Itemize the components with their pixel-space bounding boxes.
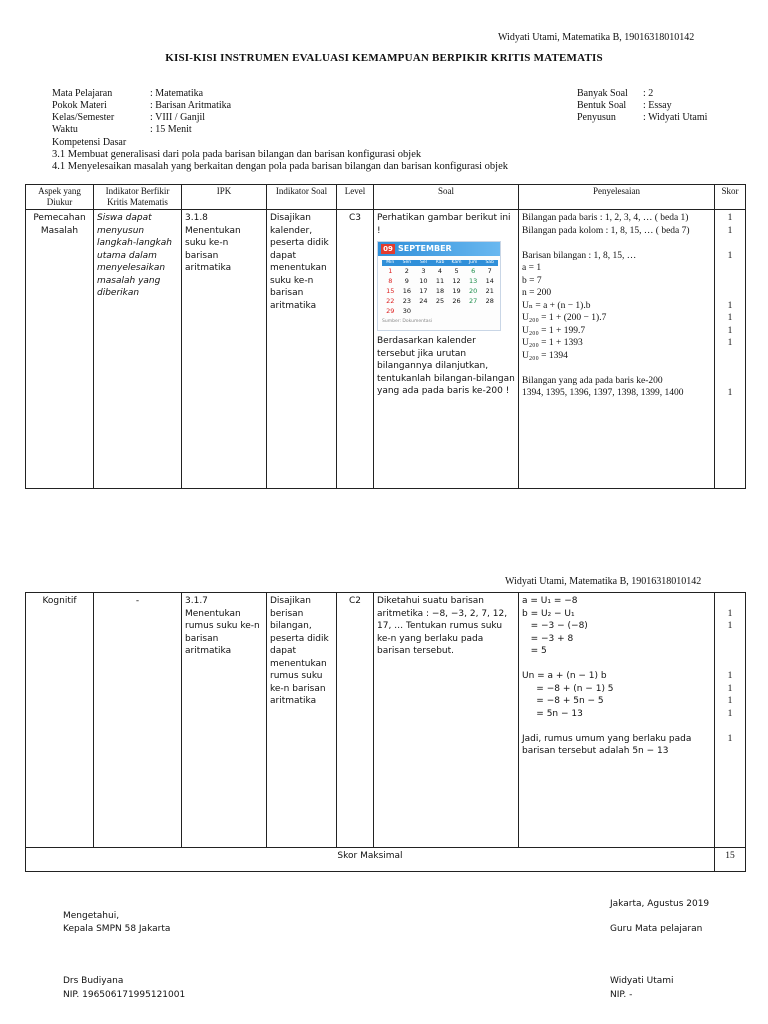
skor-line: 1: [727, 696, 733, 706]
aspek-cell: Kognitif: [26, 593, 94, 848]
calendar-footnote: Sumber: Dokumentasi: [382, 318, 433, 324]
meta-value: : 15 Menit: [150, 124, 192, 135]
penyelesaian-line: U₂₀₀ = 1 + 199.7: [522, 325, 586, 336]
ipk-code: 3.1.8: [185, 213, 208, 223]
penyelesaian-line: a = U₁ = −8: [522, 596, 578, 606]
penyelesaian-cell: [519, 210, 715, 489]
penyelesaian-line: barisan tersebut adalah 5n − 13: [522, 746, 669, 756]
meta-value: : Widyati Utami: [643, 112, 708, 123]
calendar-date: 26: [452, 297, 461, 305]
penyelesaian-line: U₂₀₀ = 1394: [522, 350, 568, 361]
penyelesaian-line: [522, 362, 711, 375]
meta-label: Waktu: [52, 124, 78, 135]
skor-line: 1: [727, 388, 733, 398]
header-skor: Skor: [715, 185, 746, 210]
penyelesaian-lines: [522, 212, 711, 400]
kisi-table-2: [25, 592, 746, 872]
calendar-date: 3: [421, 267, 426, 275]
meta-label: Pokok Materi: [52, 100, 107, 111]
skor-cell: [715, 210, 746, 489]
ipk-code: 3.1.7: [185, 596, 208, 606]
skor-line: 1: [727, 225, 733, 236]
penyelesaian-line: Barisan bilangan : 1, 8, 15, …: [522, 250, 637, 261]
table-row: [26, 593, 746, 848]
calendar-date: 21: [485, 287, 494, 295]
calendar-date: [465, 307, 482, 316]
calendar-date: 20: [468, 287, 478, 295]
penyelesaian-line: n = 200: [522, 288, 552, 298]
penyelesaian-line: Jadi, rumus umum yang berlaku pada: [522, 733, 692, 744]
calendar-day: 09: [381, 244, 395, 254]
calendar-header: [378, 242, 500, 256]
penyelesaian-line: [522, 658, 711, 671]
meta-value: : Essay: [643, 100, 672, 111]
penyelesaian-line: = 5n − 13: [522, 708, 583, 719]
penyelesaian-line: [522, 720, 711, 733]
calendar-date: 16: [402, 287, 411, 295]
meta-label: Bentuk Soal: [577, 100, 627, 111]
kisi-table-1: [25, 184, 746, 489]
meta-value: : Matematika: [150, 88, 204, 99]
calendar-date: 19: [452, 287, 461, 295]
penyelesaian-line: Bilangan pada baris : 1, 2, 3, 4, … ( beda 1): [522, 213, 689, 223]
calendar-date: 29: [386, 307, 395, 315]
ipk-text: Menentukan suku ke-n barisan aritmatika: [185, 225, 241, 273]
header-ipk: IPK: [182, 185, 267, 210]
calendar-date: 10: [419, 277, 428, 285]
indikator-cell: -: [94, 593, 182, 848]
calendar-weekday: Min: [382, 260, 399, 266]
indikator-cell: Siswa dapat menyusun langkah-langkah utama dalam menyelesaikan masalah yang diberikan: [94, 210, 182, 489]
calendar-date: 6: [471, 267, 476, 275]
calendar-date: 25: [435, 297, 445, 305]
meta-value: : Barisan Aritmatika: [150, 100, 232, 111]
level-cell: C3: [337, 210, 374, 489]
calendar-weekday: Sen: [399, 260, 416, 266]
guru-title: Guru Mata pelajaran: [610, 924, 703, 934]
calendar-weekday: Sel: [415, 260, 432, 266]
penyelesaian-line: a = 1: [522, 263, 542, 273]
skor-line: 1: [727, 338, 733, 348]
calendar-date: 1: [388, 267, 393, 275]
calendar-date: 9: [404, 277, 409, 285]
calendar-date: 4: [437, 267, 443, 275]
skor-maksimal-label: Skor Maksimal: [26, 848, 715, 872]
calendar-date: 22: [386, 297, 395, 305]
kd-line: 3.1 Membuat generalisasi dari pola pada barisan bilangan dan barisan konfigurasi objek: [52, 149, 422, 160]
skor-line: 1: [727, 213, 733, 223]
skor-line: [718, 275, 742, 288]
calendar-date: 23: [402, 297, 411, 305]
penyelesaian-line: [522, 237, 711, 250]
soal-cell: [374, 210, 519, 489]
guru-nip: NIP. -: [610, 990, 633, 1000]
skor-line: [718, 287, 742, 300]
skor-maksimal-value: 15: [715, 848, 746, 872]
soal-cell: Diketahui suatu barisan aritmetika : −8, −3, 2, 7, 12, 17, … Tentukan rumus suku ke-n yang berlaku pada barisan tersebut.: [374, 593, 519, 848]
kd-line: 4.1 Menyelesaikan masalah yang berkaitan dengan pola pada barisan bilangan dan barisan konfigurasi objek: [52, 161, 509, 172]
skor-line: [718, 362, 742, 375]
header-aspek: Aspek yang Diukur: [26, 185, 94, 210]
calendar-date: [432, 307, 449, 316]
penyelesaian-line: = −8 + (n − 1) 5: [522, 683, 614, 694]
skor-line: [718, 375, 742, 388]
author-line: Widyati Utami, Matematika B, 19016318010142: [505, 576, 702, 587]
skor-line: 1: [727, 621, 733, 631]
kepala-title: Kepala SMPN 58 Jakarta: [63, 924, 171, 934]
skor-line: [718, 350, 742, 363]
skor-line: [718, 645, 742, 658]
header-soal: Soal: [374, 185, 519, 210]
penyelesaian-line: = −3 + 8: [522, 633, 574, 644]
penyelesaian-line: Un = a + (n − 1) b: [522, 671, 607, 681]
calendar-date: 17: [419, 287, 428, 295]
author-line: Widyati Utami, Matematika B, 19016318010142: [498, 32, 695, 43]
meta-label: Kelas/Semester: [52, 112, 115, 123]
penyelesaian-line: b = U₂ − U₁: [522, 608, 575, 619]
skor-line: [718, 633, 742, 646]
header-indikator: Indikator Berfikir Kritis Matematis: [94, 185, 182, 210]
skor-line: 1: [727, 671, 733, 681]
penyelesaian-line: = 5: [522, 646, 547, 656]
level-cell: C2: [337, 593, 374, 848]
header-indikator-soal: Indikator Soal: [267, 185, 337, 210]
calendar-date: 12: [452, 277, 461, 285]
skor-line: [718, 745, 742, 758]
skor-line: 1: [727, 733, 733, 744]
penyelesaian-line: Bilangan pada kolom : 1, 8, 15, … ( beda 7): [522, 225, 690, 236]
calendar-weekday: Kam: [448, 260, 465, 266]
skor-cell: [715, 593, 746, 848]
calendar-date: 15: [386, 287, 395, 295]
ipk-cell: [182, 210, 267, 489]
kepala-nip: NIP. 196506171995121001: [63, 990, 186, 1000]
penyelesaian-line: Bilangan yang ada pada baris ke-200: [522, 375, 663, 386]
meta-label: Penyusun: [577, 112, 616, 123]
calendar-month: SEPTEMBER: [398, 244, 452, 253]
calendar-date: 2: [404, 267, 409, 275]
calendar-date: 8: [388, 277, 393, 285]
calendar-date: 11: [435, 277, 445, 285]
skor-line: 1: [727, 683, 733, 694]
guru-name: Widyati Utami: [610, 976, 674, 986]
skor-line: 1: [727, 250, 733, 261]
skor-line: [718, 262, 742, 275]
table-row: [26, 210, 746, 489]
indikator-soal-cell: Disajikan kalender, peserta didik dapat menentukan suku ke-n barisan aritmatika: [267, 210, 337, 489]
calendar-weekday: Jum: [465, 260, 482, 266]
skor-line: [718, 237, 742, 250]
calendar-date: 18: [435, 287, 445, 295]
skor-lines: [718, 212, 742, 398]
penyelesaian-line: 1394, 1395, 1396, 1397, 1398, 1399, 1400: [522, 388, 684, 398]
calendar-weekday: Rab: [432, 260, 449, 266]
penyelesaian-cell: [519, 593, 715, 848]
soal-text: Berdasarkan kalender tersebut jika urutan bilangannya dilanjutkan, tentukanlah bilangan-bilangan yang ada pada baris ke-200 !: [377, 336, 515, 396]
skor-lines: [718, 595, 742, 744]
meta-label: Banyak Soal: [577, 88, 628, 99]
skor-line: 1: [727, 313, 733, 323]
skor-line: [718, 658, 742, 671]
header-penyelesaian: Penyelesaian: [519, 185, 715, 210]
penyelesaian-line: U₂₀₀ = 1 + 1393: [522, 338, 583, 348]
calendar-date: 24: [419, 297, 428, 305]
aspek-cell: Pemecahan Masalah: [26, 210, 94, 489]
calendar-date: 5: [454, 267, 459, 275]
mengetahui: Mengetahui,: [63, 911, 120, 921]
calendar-date: [448, 307, 465, 316]
skor-line: 1: [727, 708, 733, 719]
soal-intro: Perhatikan gambar berikut ini !: [377, 213, 511, 236]
calendar-date: 13: [468, 277, 478, 285]
meta-label: Kompetensi Dasar: [52, 137, 127, 148]
skor-line: 1: [727, 325, 733, 336]
calendar-date: 28: [485, 297, 494, 305]
penyelesaian-line: U₂₀₀ = 1 + (200 − 1).7: [522, 313, 607, 323]
ipk-cell: [182, 593, 267, 848]
calendar-date: 14: [485, 277, 494, 285]
penyelesaian-line: = −8 + 5n − 5: [522, 696, 604, 706]
meta-value: : VIII / Ganjil: [150, 112, 206, 123]
skor-line: 1: [727, 608, 733, 619]
penyelesaian-lines: [522, 595, 711, 758]
penyelesaian-line: b = 7: [522, 275, 542, 286]
total-row: [26, 848, 746, 872]
meta-label: Mata Pelajaran: [52, 88, 113, 99]
ipk-text: Menentukan rumus suku ke-n barisan aritmatika: [185, 608, 260, 656]
meta-value: : 2: [643, 88, 654, 99]
indikator-soal-cell: Disajikan berisan bilangan, peserta didik dapat menentukan rumus suku ke-n barisan aritmatika: [267, 593, 337, 848]
calendar-weekday: Sab: [481, 260, 498, 266]
header-level: Level: [337, 185, 374, 210]
penyelesaian-line: = −3 − (−8): [522, 621, 588, 631]
place-date: Jakarta, Agustus 2019: [610, 899, 710, 909]
calendar-date: 7: [487, 267, 492, 275]
skor-line: [718, 720, 742, 733]
document-title: KISI-KISI INSTRUMEN EVALUASI KEMAMPUAN BERPIKIR KRITIS MATEMATIS: [165, 52, 603, 64]
skor-line: 1: [727, 300, 733, 311]
calendar-grid: [382, 260, 498, 316]
penyelesaian-line: Uₙ = a + (n − 1).b: [522, 300, 591, 311]
calendar-date: 27: [468, 297, 478, 305]
calendar-date: 30: [402, 307, 411, 315]
calendar-image: [377, 241, 501, 331]
calendar-date: [481, 307, 498, 316]
skor-line: [718, 595, 742, 608]
kepala-name: Drs Budiyana: [63, 976, 124, 986]
